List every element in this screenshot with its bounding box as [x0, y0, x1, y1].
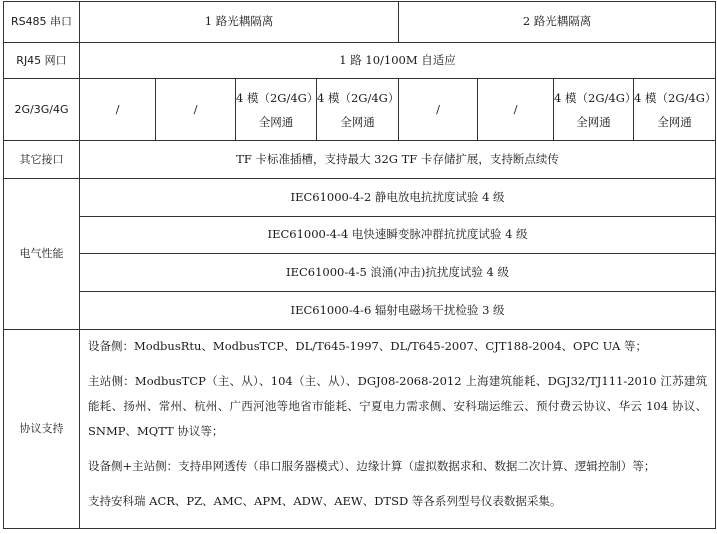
cellular-option-6: / — [478, 79, 554, 141]
protocol-label: 协议支持 — [4, 330, 80, 529]
cellular-option-8-network: 全网通 — [657, 114, 692, 129]
cellular-option-5: / — [399, 79, 478, 141]
electrical-row — [4, 254, 716, 292]
rj45-row — [4, 43, 716, 79]
protocol-station-side: 主站侧：ModbusTCP（主、从）、104（主、从）、DGJ08-2068-2012 上海建筑能耗、DGJ32/TJ111-2010 江苏建筑能耗、扬州、常州、杭州、广西河池等地省市能耗、宁夏电力需求侧、安科瑞运维云、预付费云协议、华云 104 协议、SNMP、MQTT 协议等； — [88, 374, 708, 438]
other-interface-row — [4, 141, 716, 179]
rj45-value: 1 路 10/100M 自适应 — [80, 43, 716, 79]
other-interface-value: TF 卡标准插槽，支持最大 32G TF 卡存储扩展，支持断点续传 — [80, 141, 716, 179]
rj45-label: RJ45 网口 — [4, 43, 80, 79]
electrical-row — [4, 179, 716, 217]
rs485-port2-value: 2 路光耦隔离 — [399, 2, 716, 43]
cellular-option-4-network: 全网通 — [340, 114, 375, 129]
cellular-option-7 — [554, 79, 637, 141]
rs485-label: RS485 串口 — [4, 2, 80, 43]
electrical-item: IEC61000-4-5 浪涌(冲击)抗扰度试验 4 级 — [80, 254, 716, 292]
cellular-option-3-network: 全网通 — [258, 114, 294, 129]
electrical-item: IEC61000-4-2 静电放电抗扰度试验 4 级 — [80, 179, 716, 217]
electrical-item: IEC61000-4-6 辐射电磁场干扰检验 3 级 — [80, 292, 716, 330]
cellular-row — [4, 79, 716, 141]
cellular-option-7-network: 全网通 — [576, 114, 611, 129]
cellular-option-7-mode: 4 模（2G/4G） — [554, 90, 637, 105]
electrical-row — [4, 217, 716, 254]
protocol-meter-support: 支持安科瑞 ACR、PZ、AMC、APM、ADW、AEW、DTSD 等各系列型号仪表数据采集。 — [88, 494, 562, 508]
cellular-option-4 — [317, 79, 399, 141]
protocol-row — [4, 330, 716, 529]
electrical-item: IEC61000-4-4 电快速瞬变脉冲群抗扰度试验 4 级 — [80, 217, 716, 254]
cellular-option-8 — [634, 79, 716, 141]
protocol-both-sides: 设备侧+主站侧：支持串网透传（串口服务器模式）、边缘计算（虚拟数据求和、数据二次计算、逻辑控制）等； — [88, 459, 656, 473]
rs485-port1-value: 1 路光耦隔离 — [80, 2, 399, 43]
spec-table — [3, 1, 716, 529]
protocol-device-side: 设备侧：ModbusRtu、ModbusTCP、DL/T645-1997、DL/T645-2007、CJT188-2004、OPC UA 等； — [88, 339, 647, 353]
protocol-content — [80, 330, 716, 529]
cellular-option-8-mode: 4 模（2G/4G） — [634, 90, 717, 105]
cellular-option-4-mode: 4 模（2G/4G） — [317, 90, 400, 105]
other-interface-label: 其它接口 — [4, 141, 80, 179]
electrical-row — [4, 292, 716, 330]
electrical-label: 电气性能 — [4, 179, 80, 330]
cellular-option-3-mode: 4 模（2G/4G） — [236, 90, 319, 105]
cellular-option-1: / — [80, 79, 156, 141]
cellular-label: 2G/3G/4G — [4, 79, 80, 141]
cellular-option-3 — [236, 79, 317, 141]
cellular-option-2: / — [156, 79, 236, 141]
rs485-row — [4, 2, 716, 43]
